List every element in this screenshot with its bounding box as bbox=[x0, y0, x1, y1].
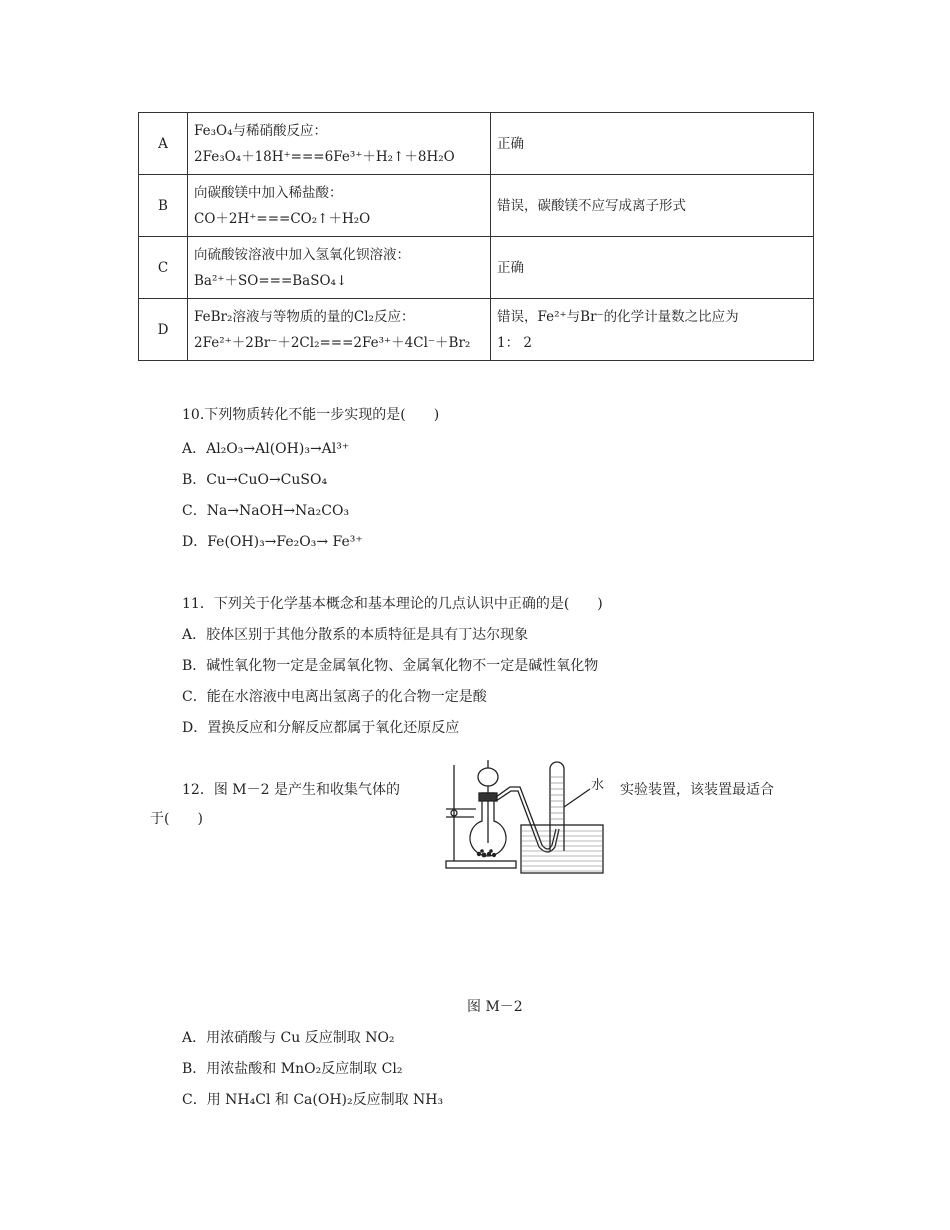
answer-evaluation-table bbox=[138, 112, 814, 361]
figure-caption: 图 M－2 bbox=[467, 999, 523, 1015]
question-12-stem-cont: 于( ) bbox=[150, 811, 203, 827]
question-12-option-b: B．用浓盐酸和 MnO₂反应制取 Cl₂ bbox=[182, 1061, 403, 1077]
question-12-stem-left: 12．图 M－2 是产生和收集气体的 bbox=[182, 782, 400, 798]
evaluation-cell bbox=[491, 237, 814, 299]
evaluation-text: 错误，碳酸镁不应写成离子形式 bbox=[497, 197, 686, 214]
question-12-option-c: C．用 NH₄Cl 和 Ca(OH)₂反应制取 NH₃ bbox=[182, 1092, 444, 1108]
ionic-equation: 2Fe²⁺＋2Br⁻＋2Cl₂===2Fe³⁺＋4Cl⁻＋Br₂ bbox=[194, 334, 471, 351]
option-label: A bbox=[139, 113, 188, 175]
stand-base bbox=[446, 861, 516, 868]
ionic-equation: Ba²⁺＋SO===BaSO₄↓ bbox=[194, 272, 348, 289]
water-label: 水 bbox=[591, 778, 605, 793]
reaction-description: FeBr₂溶液与等物质的量的Cl₂反应： bbox=[194, 308, 415, 325]
ionic-equation: CO＋2H⁺===CO₂↑＋H₂O bbox=[194, 210, 371, 227]
water-lines bbox=[522, 831, 602, 871]
question-10-option-b: B．Cu→CuO→CuSO₄ bbox=[182, 472, 328, 488]
equation-cell bbox=[188, 113, 491, 175]
table-row bbox=[139, 299, 814, 361]
equation-cell bbox=[188, 299, 491, 361]
rubber-stopper bbox=[479, 793, 497, 801]
reaction-description: 向硫酸铵溶液中加入氢氧化钡溶液： bbox=[194, 246, 410, 263]
equation-cell bbox=[188, 175, 491, 237]
evaluation-text: 错误，Fe²⁺与Br⁻的化学计量数之比应为 bbox=[497, 308, 739, 325]
question-11-option-c: C．能在水溶液中电离出氢离子的化合物一定是酸 bbox=[182, 689, 487, 705]
evaluation-text: 正确 bbox=[497, 259, 524, 276]
question-11-option-d: D．置换反应和分解反应都属于氧化还原反应 bbox=[182, 720, 460, 736]
question-10-option-c: C．Na→NaOH→Na₂CO₃ bbox=[182, 503, 350, 519]
option-label: B bbox=[139, 175, 188, 237]
question-11-option-b: B．碱性氧化物一定是金属氧化物、金属氧化物不一定是碱性氧化物 bbox=[182, 658, 599, 674]
question-11-option-a: A．胶体区别于其他分散系的本质特征是具有丁达尔现象 bbox=[182, 627, 529, 643]
table-row bbox=[139, 113, 814, 175]
label-pointer bbox=[564, 789, 590, 807]
gas-apparatus-figure bbox=[438, 757, 608, 877]
reaction-description: 向碳酸镁中加入稀盐酸： bbox=[194, 184, 343, 201]
separatory-funnel-bulb bbox=[478, 768, 498, 786]
collection-tube-water bbox=[551, 777, 563, 819]
ionic-equation: 2Fe₃O₄＋18H⁺===6Fe³⁺＋H₂↑＋8H₂O bbox=[194, 148, 455, 165]
evaluation-text: 正确 bbox=[497, 135, 524, 152]
delivery-tube bbox=[496, 787, 556, 849]
reaction-description: Fe₃O₄与稀硝酸反应： bbox=[194, 122, 328, 139]
question-10-option-d: D．Fe(OH)₃→Fe₂O₃→ Fe³⁺ bbox=[182, 534, 363, 550]
table-row bbox=[139, 175, 814, 237]
equation-cell bbox=[188, 237, 491, 299]
table-row bbox=[139, 237, 814, 299]
question-12-option-a: A．用浓硝酸与 Cu 反应制取 NO₂ bbox=[182, 1030, 395, 1046]
evaluation-text-cont: 1： 2 bbox=[497, 334, 532, 351]
question-10-option-a: A．Al₂O₃→Al(OH)₃→Al³⁺ bbox=[182, 441, 350, 457]
option-label: C bbox=[139, 237, 188, 299]
question-11-stem: 11．下列关于化学基本概念和基本理论的几点认识中正确的是( ) bbox=[182, 596, 603, 612]
evaluation-cell bbox=[491, 299, 814, 361]
question-10-stem: 10.下列物质转化不能一步实现的是( ) bbox=[182, 407, 440, 423]
option-label: D bbox=[139, 299, 188, 361]
evaluation-cell bbox=[491, 175, 814, 237]
question-12-stem-right: 实验装置，该装置最适合 bbox=[620, 782, 774, 798]
evaluation-cell bbox=[491, 113, 814, 175]
